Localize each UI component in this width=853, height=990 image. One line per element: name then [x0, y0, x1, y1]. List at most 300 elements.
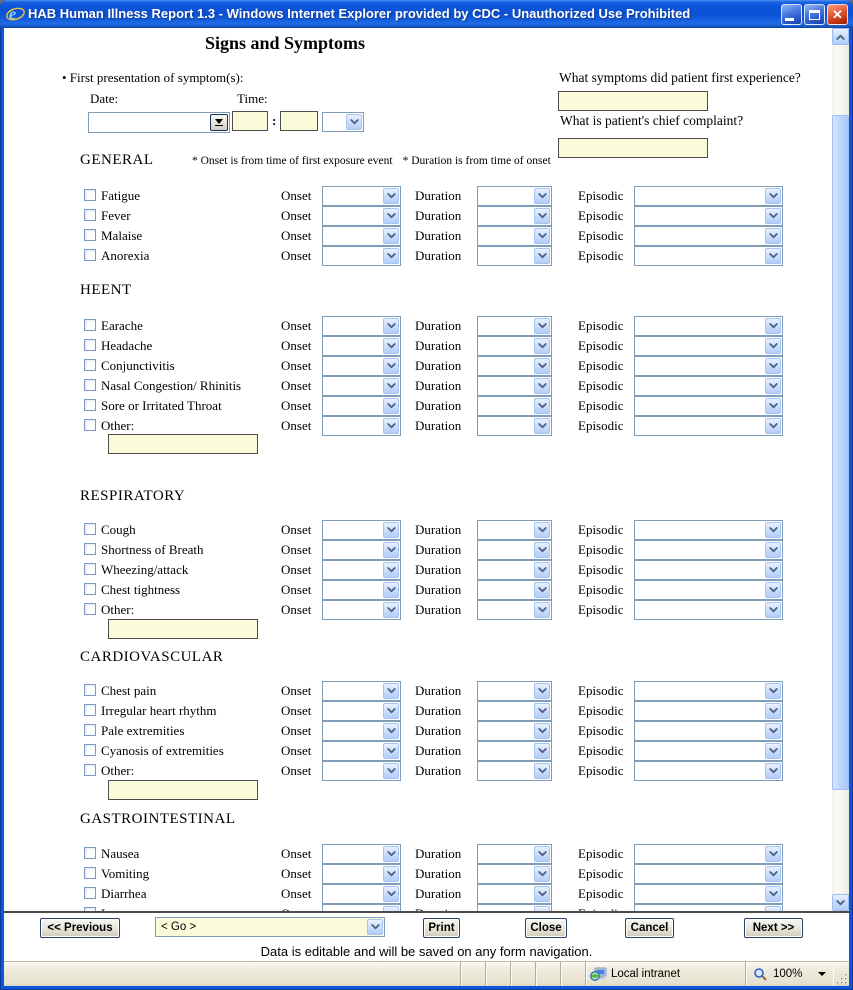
- status-main-pane: [4, 962, 460, 986]
- onset-select[interactable]: [322, 186, 401, 206]
- chevron-down-icon: [534, 318, 550, 334]
- chevron-down-icon: [534, 703, 550, 719]
- magnifier-icon: [753, 967, 768, 981]
- symptom-row: [4, 316, 804, 336]
- status-pane: [535, 962, 560, 986]
- onset-label: Onset: [281, 318, 312, 333]
- symptom-row: [4, 336, 804, 356]
- duration-select[interactable]: [477, 376, 552, 396]
- chevron-down-icon: [383, 683, 399, 699]
- duration-label: Duration: [415, 208, 462, 223]
- episodic-label: Episodic: [578, 358, 624, 373]
- onset-select[interactable]: [322, 884, 401, 904]
- chevron-down-icon: [534, 398, 550, 414]
- chevron-down-icon: [534, 418, 550, 434]
- time-minute-input[interactable]: [280, 111, 318, 131]
- chevron-down-icon: [534, 846, 550, 862]
- episodic-select[interactable]: [634, 844, 783, 864]
- time-label: Time:: [237, 91, 268, 106]
- duration-select[interactable]: [477, 600, 552, 620]
- symptom-checkbox[interactable]: [84, 724, 96, 736]
- symptom-label: Vomiting: [101, 866, 150, 881]
- symptom-checkbox[interactable]: [84, 887, 96, 899]
- episodic-select[interactable]: [634, 206, 783, 226]
- chevron-down-icon: [383, 562, 399, 578]
- duration-select[interactable]: [477, 540, 552, 560]
- duration-label: Duration: [415, 723, 462, 738]
- chevron-down-icon: [765, 723, 781, 739]
- onset-label: Onset: [281, 743, 312, 758]
- onset-label: Onset: [281, 886, 312, 901]
- chevron-down-icon: [765, 228, 781, 244]
- symptom-label: Shortness of Breath: [101, 542, 204, 557]
- zoom-level: 100%: [773, 968, 803, 980]
- symptom-checkbox[interactable]: [84, 379, 96, 391]
- onset-select[interactable]: [322, 741, 401, 761]
- chief-complaint-input[interactable]: [558, 138, 708, 158]
- duration-label: Duration: [415, 562, 462, 577]
- episodic-select[interactable]: [634, 540, 783, 560]
- episodic-label: Episodic: [578, 542, 624, 557]
- chevron-down-icon: [383, 208, 399, 224]
- duration-label: Duration: [415, 188, 462, 203]
- symptom-label: Headache: [101, 338, 153, 353]
- duration-select[interactable]: [477, 560, 552, 580]
- chevron-down-icon: [765, 398, 781, 414]
- chevron-down-icon: [765, 358, 781, 374]
- chevron-down-icon: [534, 522, 550, 538]
- episodic-label: Episodic: [578, 703, 624, 718]
- chevron-down-icon: [534, 763, 550, 779]
- episodic-select[interactable]: [634, 701, 783, 721]
- first-experience-input[interactable]: [558, 91, 708, 111]
- duration-label: Duration: [415, 886, 462, 901]
- chevron-down-icon: [534, 723, 550, 739]
- episodic-select[interactable]: [634, 356, 783, 376]
- episodic-select[interactable]: [634, 186, 783, 206]
- onset-select[interactable]: [322, 520, 401, 540]
- chevron-down-icon: [534, 248, 550, 264]
- symptom-checkbox[interactable]: [84, 319, 96, 331]
- onset-label: Onset: [281, 522, 312, 537]
- chevron-down-icon: [383, 358, 399, 374]
- zone-label: Local intranet: [611, 968, 681, 980]
- symptom-row: [4, 226, 804, 246]
- onset-select[interactable]: [322, 681, 401, 701]
- security-zone-pane: [585, 962, 745, 986]
- symptom-row: [4, 376, 804, 396]
- save-note: Data is editable and will be saved on any form navigation.: [260, 944, 593, 959]
- status-pane: [560, 962, 585, 986]
- navigation-bar: [4, 913, 849, 961]
- onset-label: Onset: [281, 398, 312, 413]
- onset-select[interactable]: [322, 246, 401, 266]
- symptom-checkbox[interactable]: [84, 684, 96, 696]
- onset-select[interactable]: [322, 540, 401, 560]
- symptom-label: Conjunctivitis: [101, 358, 175, 373]
- symptom-row: [4, 416, 804, 436]
- calendar-dropdown-bar: [215, 125, 223, 126]
- chevron-down-icon: [765, 602, 781, 618]
- form-area: [4, 28, 849, 911]
- symptom-label: Chest tightness: [101, 582, 181, 597]
- symptom-label: Other:: [101, 418, 135, 433]
- onset-select[interactable]: [322, 376, 401, 396]
- episodic-select[interactable]: [634, 226, 783, 246]
- duration-select[interactable]: [477, 246, 552, 266]
- onset-label: Onset: [281, 208, 312, 223]
- date-dropdown-button[interactable]: [210, 114, 228, 131]
- chevron-down-icon: [765, 418, 781, 434]
- symptom-row: [4, 560, 804, 580]
- onset-label: Onset: [281, 866, 312, 881]
- chevron-down-icon: [383, 846, 399, 862]
- duration-label: Duration: [415, 318, 462, 333]
- time-ampm-select[interactable]: [322, 112, 364, 132]
- symptom-checkbox[interactable]: [84, 563, 96, 575]
- onset-label: Onset: [281, 683, 312, 698]
- symptom-checkbox[interactable]: [84, 867, 96, 879]
- chevron-down-icon: [383, 378, 399, 394]
- chevron-down-icon: [383, 763, 399, 779]
- minimize-button[interactable]: [781, 4, 802, 25]
- onset-label: Onset: [281, 542, 312, 557]
- symptom-checkbox[interactable]: [84, 339, 96, 351]
- chevron-down-icon: [367, 919, 383, 935]
- onset-label: Onset: [281, 763, 312, 778]
- symptom-checkbox[interactable]: [84, 249, 96, 261]
- other-symptom-input[interactable]: [108, 434, 258, 454]
- episodic-label: Episodic: [578, 602, 624, 617]
- chevron-down-icon: [765, 318, 781, 334]
- first-presentation-label: • First presentation of symptom(s):: [62, 70, 244, 85]
- zoom-dropdown-icon: [818, 972, 826, 976]
- date-input[interactable]: [88, 112, 230, 133]
- vertical-scrollbar[interactable]: [832, 28, 849, 911]
- window-title: HAB Human Illness Report 1.3 - Windows Internet Explorer provided by CDC - Unauthorized Use Prohibited: [28, 6, 691, 21]
- chevron-down-icon: [534, 582, 550, 598]
- episodic-label: Episodic: [578, 846, 624, 861]
- episodic-select[interactable]: [634, 761, 783, 781]
- episodic-select[interactable]: [634, 416, 783, 436]
- symptom-label: Fever: [101, 208, 131, 223]
- onset-select[interactable]: [322, 580, 401, 600]
- chevron-down-icon: [383, 703, 399, 719]
- symptom-row: [4, 844, 804, 864]
- chevron-down-icon: [534, 602, 550, 618]
- symptom-checkbox[interactable]: [84, 543, 96, 555]
- chevron-down-icon: [383, 188, 399, 204]
- chevron-down-icon: [765, 683, 781, 699]
- onset-label: Onset: [281, 582, 312, 597]
- symptom-checkbox[interactable]: [84, 704, 96, 716]
- symptom-row: [4, 884, 804, 904]
- chevron-down-icon: [534, 208, 550, 224]
- symptom-row: [4, 540, 804, 560]
- symptom-label: Wheezing/attack: [101, 562, 189, 577]
- chevron-down-icon: [383, 398, 399, 414]
- symptom-label: Cough: [101, 522, 136, 537]
- cancel-button[interactable]: Cancel: [625, 918, 674, 938]
- symptom-label: Nasal Congestion/ Rhinitis: [101, 378, 242, 393]
- episodic-select[interactable]: [634, 864, 783, 884]
- symptom-checkbox[interactable]: [84, 229, 96, 241]
- status-pane: [510, 962, 535, 986]
- duration-select[interactable]: [477, 761, 552, 781]
- chevron-down-icon: [383, 602, 399, 618]
- chevron-down-icon: [383, 318, 399, 334]
- onset-label: Onset: [281, 378, 312, 393]
- duration-label: Duration: [415, 228, 462, 243]
- duration-label: Duration: [415, 542, 462, 557]
- local-intranet-icon: [590, 967, 607, 981]
- close-form-button[interactable]: Close: [525, 918, 567, 938]
- go-select[interactable]: [155, 917, 385, 937]
- chevron-down-icon: [383, 542, 399, 558]
- episodic-select[interactable]: [634, 520, 783, 540]
- minimize-icon: [785, 18, 794, 21]
- scrollbar-thumb[interactable]: [832, 115, 849, 790]
- onset-select[interactable]: [322, 560, 401, 580]
- chevron-down-icon: [534, 358, 550, 374]
- symptom-label: Anorexia: [101, 248, 150, 263]
- symptom-checkbox[interactable]: [84, 603, 96, 615]
- episodic-select[interactable]: [634, 560, 783, 580]
- title-bar: [0, 0, 853, 28]
- episodic-label: Episodic: [578, 228, 624, 243]
- chevron-down-icon: [383, 418, 399, 434]
- onset-select[interactable]: [322, 701, 401, 721]
- previous-button[interactable]: << Previous: [40, 918, 120, 938]
- chevron-down-icon: [765, 522, 781, 538]
- onset-select[interactable]: [322, 396, 401, 416]
- symptom-checkbox[interactable]: [84, 523, 96, 535]
- duration-select[interactable]: [477, 336, 552, 356]
- episodic-label: Episodic: [578, 208, 624, 223]
- symptom-checkbox[interactable]: [84, 399, 96, 411]
- symptom-label: Fatigue: [101, 188, 140, 203]
- duration-select[interactable]: [477, 356, 552, 376]
- duration-label: Duration: [415, 763, 462, 778]
- symptom-checkbox[interactable]: [84, 764, 96, 776]
- episodic-select[interactable]: [634, 396, 783, 416]
- duration-select[interactable]: [477, 884, 552, 904]
- chevron-down-icon: [534, 683, 550, 699]
- onset-select[interactable]: [322, 336, 401, 356]
- duration-label: Duration: [415, 358, 462, 373]
- chevron-down-icon: [534, 542, 550, 558]
- episodic-label: Episodic: [578, 522, 624, 537]
- onset-select[interactable]: [322, 416, 401, 436]
- symptom-checkbox[interactable]: [84, 583, 96, 595]
- section-header: CARDIOVASCULAR: [80, 649, 224, 665]
- onset-select[interactable]: [322, 761, 401, 781]
- duration-select[interactable]: [477, 844, 552, 864]
- chevron-down-icon: [765, 542, 781, 558]
- onset-label: Onset: [281, 338, 312, 353]
- status-bar: [4, 961, 849, 986]
- symptom-label: Other:: [101, 763, 135, 778]
- scroll-up-button[interactable]: [832, 28, 849, 45]
- duration-select[interactable]: [477, 701, 552, 721]
- duration-select[interactable]: [477, 864, 552, 884]
- print-button[interactable]: Print: [423, 918, 460, 938]
- time-colon: :: [272, 113, 277, 128]
- symptom-row: [4, 186, 804, 206]
- episodic-label: Episodic: [578, 743, 624, 758]
- onset-select[interactable]: [322, 226, 401, 246]
- resize-grip[interactable]: [833, 962, 849, 986]
- episodic-select[interactable]: [634, 376, 783, 396]
- onset-note: * Onset is from time of first exposure event: [192, 155, 393, 167]
- symptom-row: [4, 681, 804, 701]
- onset-select[interactable]: [322, 844, 401, 864]
- onset-select[interactable]: [322, 316, 401, 336]
- episodic-label: Episodic: [578, 886, 624, 901]
- other-symptom-input[interactable]: [108, 780, 258, 800]
- chevron-down-icon: [534, 338, 550, 354]
- episodic-label: Episodic: [578, 723, 624, 738]
- duration-select[interactable]: [477, 396, 552, 416]
- symptom-label: Malaise: [101, 228, 143, 243]
- onset-label: Onset: [281, 188, 312, 203]
- symptom-label: Cyanosis of extremities: [101, 743, 224, 758]
- chevron-down-icon: [383, 522, 399, 538]
- episodic-select[interactable]: [634, 600, 783, 620]
- zoom-control[interactable]: [745, 962, 833, 986]
- duration-select[interactable]: [477, 580, 552, 600]
- duration-select[interactable]: [477, 681, 552, 701]
- episodic-label: Episodic: [578, 683, 624, 698]
- episodic-label: Episodic: [578, 248, 624, 263]
- other-symptom-input[interactable]: [108, 619, 258, 639]
- duration-select[interactable]: [477, 416, 552, 436]
- chevron-down-icon: [383, 338, 399, 354]
- chevron-down-icon: [765, 378, 781, 394]
- symptom-row: [4, 600, 804, 620]
- onset-select[interactable]: [322, 206, 401, 226]
- onset-select[interactable]: [322, 864, 401, 884]
- symptom-checkbox[interactable]: [84, 419, 96, 431]
- episodic-label: Episodic: [578, 763, 624, 778]
- chevron-down-icon: [383, 743, 399, 759]
- internet-explorer-icon: [6, 5, 25, 23]
- episodic-select[interactable]: [634, 681, 783, 701]
- duration-select[interactable]: [477, 520, 552, 540]
- onset-select[interactable]: [322, 356, 401, 376]
- symptom-row: [4, 701, 804, 721]
- symptom-checkbox[interactable]: [84, 744, 96, 756]
- chevron-down-icon: [534, 886, 550, 902]
- duration-label: Duration: [415, 378, 462, 393]
- symptom-checkbox[interactable]: [84, 359, 96, 371]
- maximize-button[interactable]: [804, 4, 825, 25]
- chevron-down-icon: [765, 763, 781, 779]
- onset-select[interactable]: [322, 721, 401, 741]
- symptom-row: [4, 246, 804, 266]
- duration-label: Duration: [415, 398, 462, 413]
- duration-select[interactable]: [477, 741, 552, 761]
- svg-text:e: e: [9, 6, 17, 23]
- chief-complaint-question: What is patient's chief complaint?: [560, 113, 744, 128]
- duration-label: Duration: [415, 866, 462, 881]
- episodic-label: Episodic: [578, 418, 624, 433]
- chevron-down-icon: [765, 208, 781, 224]
- symptom-checkbox[interactable]: [84, 189, 96, 201]
- symptom-label: Other:: [101, 602, 135, 617]
- episodic-select[interactable]: [634, 336, 783, 356]
- episodic-select[interactable]: [634, 246, 783, 266]
- date-label: Date:: [90, 91, 119, 106]
- symptom-row: [4, 580, 804, 600]
- onset-label: Onset: [281, 248, 312, 263]
- episodic-label: Episodic: [578, 866, 624, 881]
- duration-select[interactable]: [477, 316, 552, 336]
- duration-label: Duration: [415, 602, 462, 617]
- episodic-select[interactable]: [634, 721, 783, 741]
- calendar-dropdown-icon: [215, 119, 223, 124]
- episodic-select[interactable]: [634, 884, 783, 904]
- chevron-down-icon: [383, 866, 399, 882]
- symptom-checkbox[interactable]: [84, 847, 96, 859]
- symptom-label: Sore or Irritated Throat: [101, 398, 222, 413]
- onset-select[interactable]: [322, 600, 401, 620]
- duration-label: Duration: [415, 703, 462, 718]
- symptom-row: [4, 864, 804, 884]
- duration-label: Duration: [415, 582, 462, 597]
- symptom-row: [4, 721, 804, 741]
- symptom-row: [4, 761, 804, 781]
- chevron-down-icon: [765, 886, 781, 902]
- duration-label: Duration: [415, 338, 462, 353]
- chevron-down-icon: [534, 228, 550, 244]
- duration-select[interactable]: [477, 226, 552, 246]
- maximize-icon: [809, 10, 820, 20]
- episodic-select[interactable]: [634, 741, 783, 761]
- episodic-select[interactable]: [634, 580, 783, 600]
- duration-label: Duration: [415, 418, 462, 433]
- chevron-down-icon: [383, 582, 399, 598]
- chevron-down-icon: [765, 582, 781, 598]
- episodic-label: Episodic: [578, 562, 624, 577]
- episodic-label: Episodic: [578, 378, 624, 393]
- duration-select[interactable]: [477, 186, 552, 206]
- first-experience-question: What symptoms did patient first experience?: [559, 70, 801, 85]
- symptom-row: [4, 396, 804, 416]
- symptom-label: Diarrhea: [101, 886, 147, 901]
- next-button[interactable]: Next >>: [744, 918, 803, 938]
- duration-select[interactable]: [477, 721, 552, 741]
- symptom-label: Nausea: [101, 846, 140, 861]
- onset-label: Onset: [281, 846, 312, 861]
- symptom-label: Irregular heart rhythm: [101, 703, 217, 718]
- chevron-down-icon: [765, 866, 781, 882]
- episodic-select[interactable]: [634, 316, 783, 336]
- chevron-down-icon: [765, 846, 781, 862]
- scroll-down-button[interactable]: [832, 894, 849, 911]
- duration-select[interactable]: [477, 206, 552, 226]
- episodic-label: Episodic: [578, 338, 624, 353]
- duration-label: Duration: [415, 683, 462, 698]
- chevron-down-icon: [383, 228, 399, 244]
- chevron-down-icon: [383, 723, 399, 739]
- close-button[interactable]: [827, 4, 848, 25]
- onset-duration-note: [192, 155, 561, 167]
- symptom-checkbox[interactable]: [84, 209, 96, 221]
- status-pane: [485, 962, 510, 986]
- time-hour-input[interactable]: [232, 111, 268, 131]
- episodic-label: Episodic: [578, 582, 624, 597]
